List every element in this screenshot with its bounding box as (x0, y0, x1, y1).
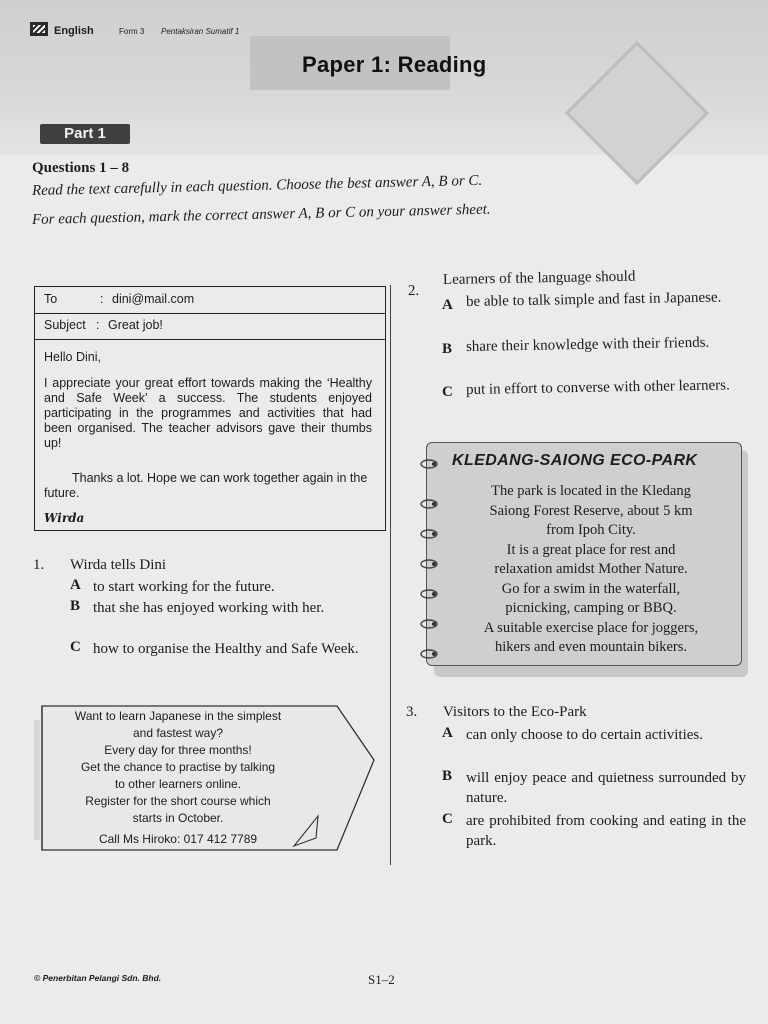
page-number: S1–2 (368, 972, 395, 987)
part-label: Part 1 (40, 124, 130, 144)
advert-line: starts in October. (132, 811, 224, 825)
q2-option-a: be able to talk simple and fast in Japanese. (465, 289, 722, 310)
q2-option-b-letter: B (442, 341, 453, 357)
eco-park-line: Saiong Forest Reserve, about 5 km (489, 502, 693, 519)
eco-park-line: Go for a swim in the waterfall, (501, 580, 681, 597)
email-to-value: dini@mail.com (112, 292, 195, 306)
advert-line: Call Ms Hiroko: 017 412 7789 (98, 832, 258, 846)
column-divider (390, 285, 391, 865)
eco-park-notice (420, 442, 748, 677)
advert-line: Register for the short course which (85, 794, 271, 808)
q3-stem: Visitors to the Eco-Park (443, 704, 587, 720)
advert-line: Get the chance to practise by talking (80, 760, 276, 774)
header-subject: English (54, 25, 94, 37)
eco-park-line: hikers and even mountain bikers. (494, 639, 688, 655)
q3-option-a-letter: A (442, 725, 453, 741)
q2-stem: Learners of the language should (442, 268, 636, 288)
q1-option-c: how to organise the Healthy and Safe Week. (93, 641, 359, 657)
q1-option-b-letter: B (70, 598, 81, 614)
eco-park-line: The park is located in the Kledang (491, 483, 691, 499)
q2-option-b: share their knowledge with their friends. (465, 334, 710, 355)
paper-title: Paper 1: Reading (302, 52, 487, 77)
eco-park-title: KLEDANG-SAIONG ECO-PARK (452, 452, 698, 469)
advert-line: to other learners online. (114, 777, 242, 791)
email-subject-colon: : (96, 318, 100, 332)
q3-option-b-letter: B (442, 768, 453, 784)
q3-option-c-letter: C (442, 811, 453, 827)
publisher-logo-icon (30, 22, 48, 36)
eco-park-body (446, 482, 736, 658)
instruction-line-1: Read the text carefully in each question. Choose the best answer A, B or C. (31, 172, 483, 199)
questions-range: Questions 1 – 8 (32, 160, 130, 176)
email-closing: Thanks a lot. Hope we can work together again in the future. (44, 471, 368, 500)
email-to-colon: : (100, 292, 104, 306)
email-body: I appreciate your great effort towards making the ‘Healthy and Safe Week’ a success. The students enjoyed participating in the programmes and activities that had been organised. The teacher advisors gave their thumbs up! (44, 376, 372, 450)
q3-number: 3. (406, 704, 418, 720)
advert-line: Every day for three months! (104, 743, 252, 757)
eco-park-line: picnicking, camping or BBQ. (505, 600, 677, 616)
advert-line: Want to learn Japanese in the simplest (74, 709, 282, 723)
email-subject-label: Subject (44, 318, 86, 332)
q1-option-b: that she has enjoyed working with her. (93, 600, 325, 616)
q2-option-c: put in effort to converse with other learners. (465, 377, 730, 398)
q1-option-c-letter: C (70, 639, 81, 655)
q3-option-a: can only choose to do certain activities. (466, 727, 704, 743)
footer-publisher: © Penerbitan Pelangi Sdn. Bhd. (34, 973, 162, 983)
email-to-row (35, 287, 385, 314)
email-text (34, 286, 386, 531)
email-subject-row (35, 313, 385, 340)
advert-text (42, 708, 314, 848)
spiral-binding-icon (414, 456, 444, 661)
eco-park-line: from Ipoh City. (546, 522, 636, 538)
email-greeting: Hello Dini, (44, 350, 101, 364)
header-form: Form 3 (119, 27, 145, 36)
q1-stem: Wirda tells Dini (70, 557, 167, 573)
q3-option-b: will enjoy peace and quietness surrounded by nature. (466, 770, 746, 806)
advert-line: and fastest way? (132, 726, 224, 740)
eco-park-line: relaxation amidst Mother Nature. (494, 561, 688, 577)
eco-park-line: A suitable exercise place for joggers, (483, 619, 699, 636)
header-assessment: Pentaksiran Sumatif 1 (161, 27, 240, 36)
q2-option-c-letter: C (442, 384, 453, 400)
q3-option-c: are prohibited from cooking and eating in the park. (466, 813, 746, 849)
q2-option-a-letter: A (442, 297, 453, 313)
email-to-label: To (44, 292, 58, 306)
q1-option-a: to start working for the future. (93, 579, 275, 595)
email-subject-value: Great job! (108, 318, 163, 332)
q1-option-a-letter: A (70, 577, 81, 593)
q2-number: 2. (407, 282, 420, 300)
q1-number: 1. (33, 557, 45, 573)
email-signature: Wirda (44, 511, 85, 525)
instruction-line-2: For each question, mark the correct answer A, B or C on your answer sheet. (31, 201, 491, 228)
eco-park-line: It is a great place for rest and (506, 541, 676, 558)
